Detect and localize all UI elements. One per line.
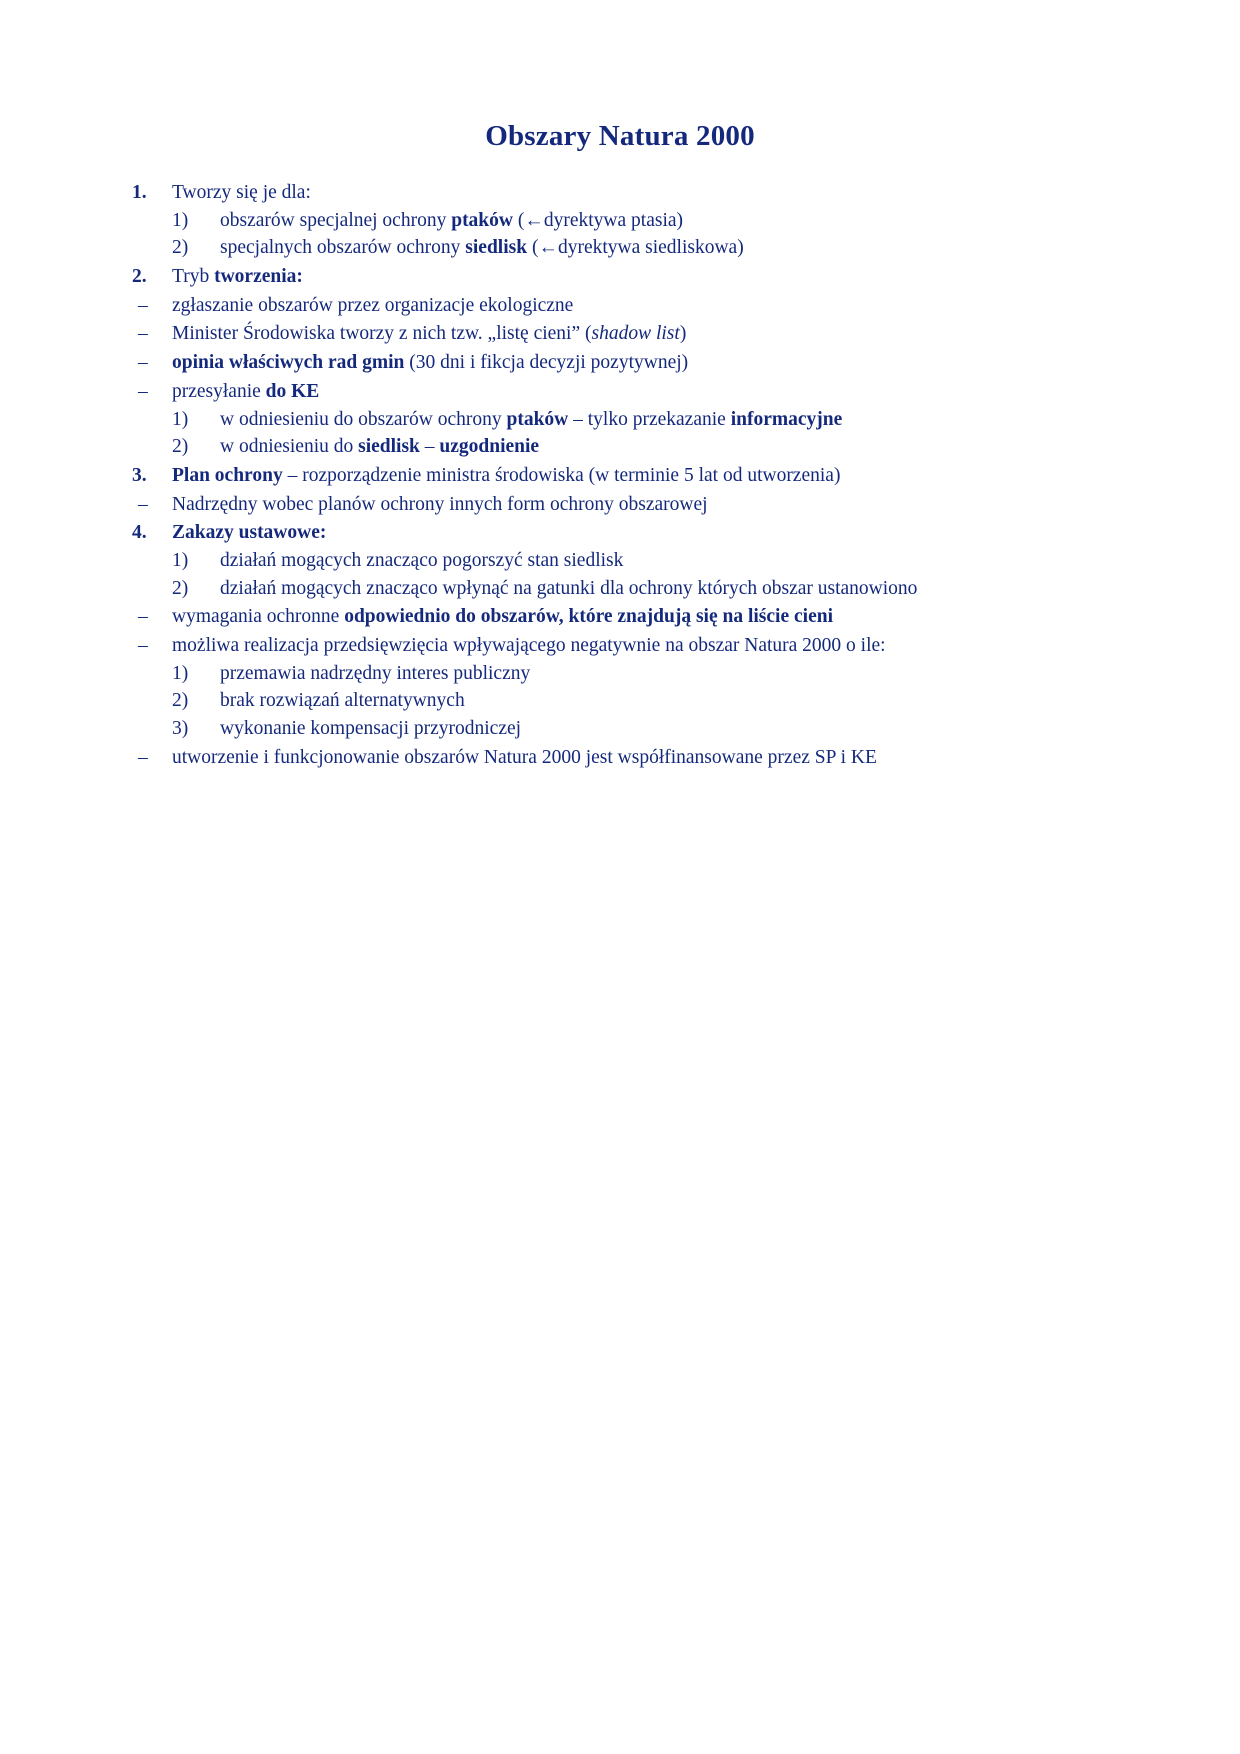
sub-list <box>172 660 1130 743</box>
text-run: – <box>419 436 440 458</box>
text-run: ) <box>679 323 687 345</box>
text-run: do KE <box>265 380 320 402</box>
sub-list-marker: 2) <box>172 577 189 599</box>
sub-list-item-text <box>220 550 623 571</box>
list-item-text <box>172 522 326 543</box>
sub-list-item <box>172 207 1130 235</box>
list-item-numbered <box>110 179 1130 262</box>
sub-list-item <box>172 433 1130 461</box>
sub-list-marker: 1) <box>172 209 189 231</box>
sub-list-item-text <box>220 663 530 684</box>
list-item-text <box>172 747 877 768</box>
sub-list-item <box>172 687 1130 715</box>
text-run: (30 dni i fikcja decyzji pozytywnej) <box>404 352 689 374</box>
list-marker: – <box>138 323 148 345</box>
sub-list-marker: 1) <box>172 549 189 571</box>
page-title: Obszary Natura 2000 <box>485 120 755 152</box>
text-run: odpowiednio do obszarów, które znajdują się na liście cieni <box>344 606 833 628</box>
list-item-text <box>172 266 303 287</box>
sub-list-item <box>172 575 1130 603</box>
list-item-dash <box>110 378 1130 461</box>
sub-list-marker: 2) <box>172 436 189 458</box>
list-marker: – <box>138 606 148 628</box>
list-item-numbered <box>110 462 1130 490</box>
list-marker: 1. <box>132 182 147 203</box>
sub-list-item <box>172 715 1130 743</box>
sub-list-item-text <box>220 210 683 231</box>
list-item-text: Tworzy się je dla: <box>172 182 311 203</box>
text-run: przesyłanie <box>172 380 266 402</box>
text-run: uzgodnienie <box>439 436 540 458</box>
sub-list-item-text <box>220 409 842 430</box>
text-run: utworzenie i funkcjonowanie obszarów Natura 2000 jest współfinansowane przez SP i KE <box>172 746 877 768</box>
list-item-text <box>172 635 886 656</box>
sub-list-item-text <box>220 436 539 457</box>
sub-list-marker: 1) <box>172 662 189 684</box>
text-run: w odniesieniu do obszarów ochrony <box>220 408 507 430</box>
text-run: tworzenia: <box>214 266 303 288</box>
list-item-dash <box>110 744 1130 772</box>
text-run: przemawia nadrzędny interes publiczny <box>220 662 531 684</box>
text-run: zgłaszanie obszarów przez organizacje ekologiczne <box>172 294 574 316</box>
list-item-numbered <box>110 263 1130 291</box>
text-run: (←dyrektywa ptasia) <box>513 209 684 231</box>
text-run: Nadrzędny wobec planów ochrony innych form ochrony obszarowej <box>172 493 708 515</box>
sub-list <box>172 406 1130 461</box>
text-run: informacyjne <box>730 408 843 430</box>
text-run: ptaków <box>506 408 569 430</box>
list-item-numbered <box>110 519 1130 602</box>
sub-list-item <box>172 234 1130 262</box>
list-item-dash <box>110 292 1130 320</box>
list-marker: – <box>138 635 148 656</box>
sub-list-item-text <box>220 718 521 739</box>
list-marker: – <box>138 380 148 402</box>
text-run: siedlisk <box>358 436 420 458</box>
text-run: specjalnych obszarów ochrony <box>220 237 466 259</box>
text-run: ptaków <box>451 209 513 231</box>
sub-list-item-text <box>220 690 465 711</box>
list-marker: – <box>138 493 148 515</box>
document-outline <box>110 179 1130 771</box>
text-run: Plan ochrony <box>172 464 283 486</box>
text-run: możliwa realizacja przedsięwzięcia wpływającego negatywnie na obszar Natura 2000 o ile: <box>172 635 886 656</box>
sub-list-item <box>172 660 1130 688</box>
text-run: brak rozwiązań alternatywnych <box>220 690 465 712</box>
text-run: Minister Środowiska tworzy z nich tzw. „listę cieni” ( <box>172 323 592 345</box>
list-item-text <box>172 494 708 515</box>
list-item-dash <box>110 349 1130 377</box>
list-item-text <box>172 381 319 402</box>
sub-list-item <box>172 406 1130 434</box>
sub-list <box>172 207 1130 262</box>
list-item-text <box>172 323 686 344</box>
sub-list-marker: 1) <box>172 408 189 430</box>
list-marker: 4. <box>132 522 147 544</box>
sub-list-marker: 2) <box>172 237 189 259</box>
list-item-text <box>172 295 573 316</box>
text-run: w odniesieniu do <box>220 436 359 458</box>
sub-list-item-text <box>220 578 917 599</box>
text-run: – rozporządzenie ministra środowiska (w terminie 5 lat od utworzenia) <box>282 464 841 486</box>
list-item-text <box>172 606 833 627</box>
sub-list-marker: 2) <box>172 690 189 712</box>
text-run: wymagania ochronne <box>172 606 345 628</box>
sub-list <box>172 547 1130 602</box>
list-marker: – <box>138 352 148 374</box>
text-run: shadow list <box>591 323 680 345</box>
list-item-dash <box>110 320 1130 348</box>
list-item-text <box>172 465 840 486</box>
list-item-dash <box>110 491 1130 519</box>
list-item-text <box>172 352 688 373</box>
text-run: obszarów specjalnej ochrony <box>220 209 452 231</box>
sub-list-item <box>172 547 1130 575</box>
text-run: wykonanie kompensacji przyrodniczej <box>220 718 522 740</box>
text-run: siedlisk <box>465 237 528 259</box>
list-marker: 2. <box>132 266 147 288</box>
list-marker: – <box>138 294 148 316</box>
list-item-dash <box>110 603 1130 631</box>
text-run: – tylko przekazanie <box>568 408 731 430</box>
text-run: Tryb <box>172 266 215 288</box>
text-run: opinia właściwych rad gmin <box>172 352 405 374</box>
text-run: działań mogących znacząco pogorszyć stan siedlisk <box>220 549 624 571</box>
text-run: (←dyrektywa siedliskowa) <box>527 237 744 259</box>
sub-list-item-text <box>220 237 744 258</box>
list-item-dash <box>110 632 1130 743</box>
list-marker: 3. <box>132 464 147 486</box>
text-run: działań mogących znacząco wpłynąć na gatunki dla ochrony których obszar ustanowiono <box>220 577 918 599</box>
sub-list-marker: 3) <box>172 718 189 740</box>
list-marker: – <box>138 746 148 768</box>
text-run: Zakazy ustawowe: <box>172 522 327 544</box>
